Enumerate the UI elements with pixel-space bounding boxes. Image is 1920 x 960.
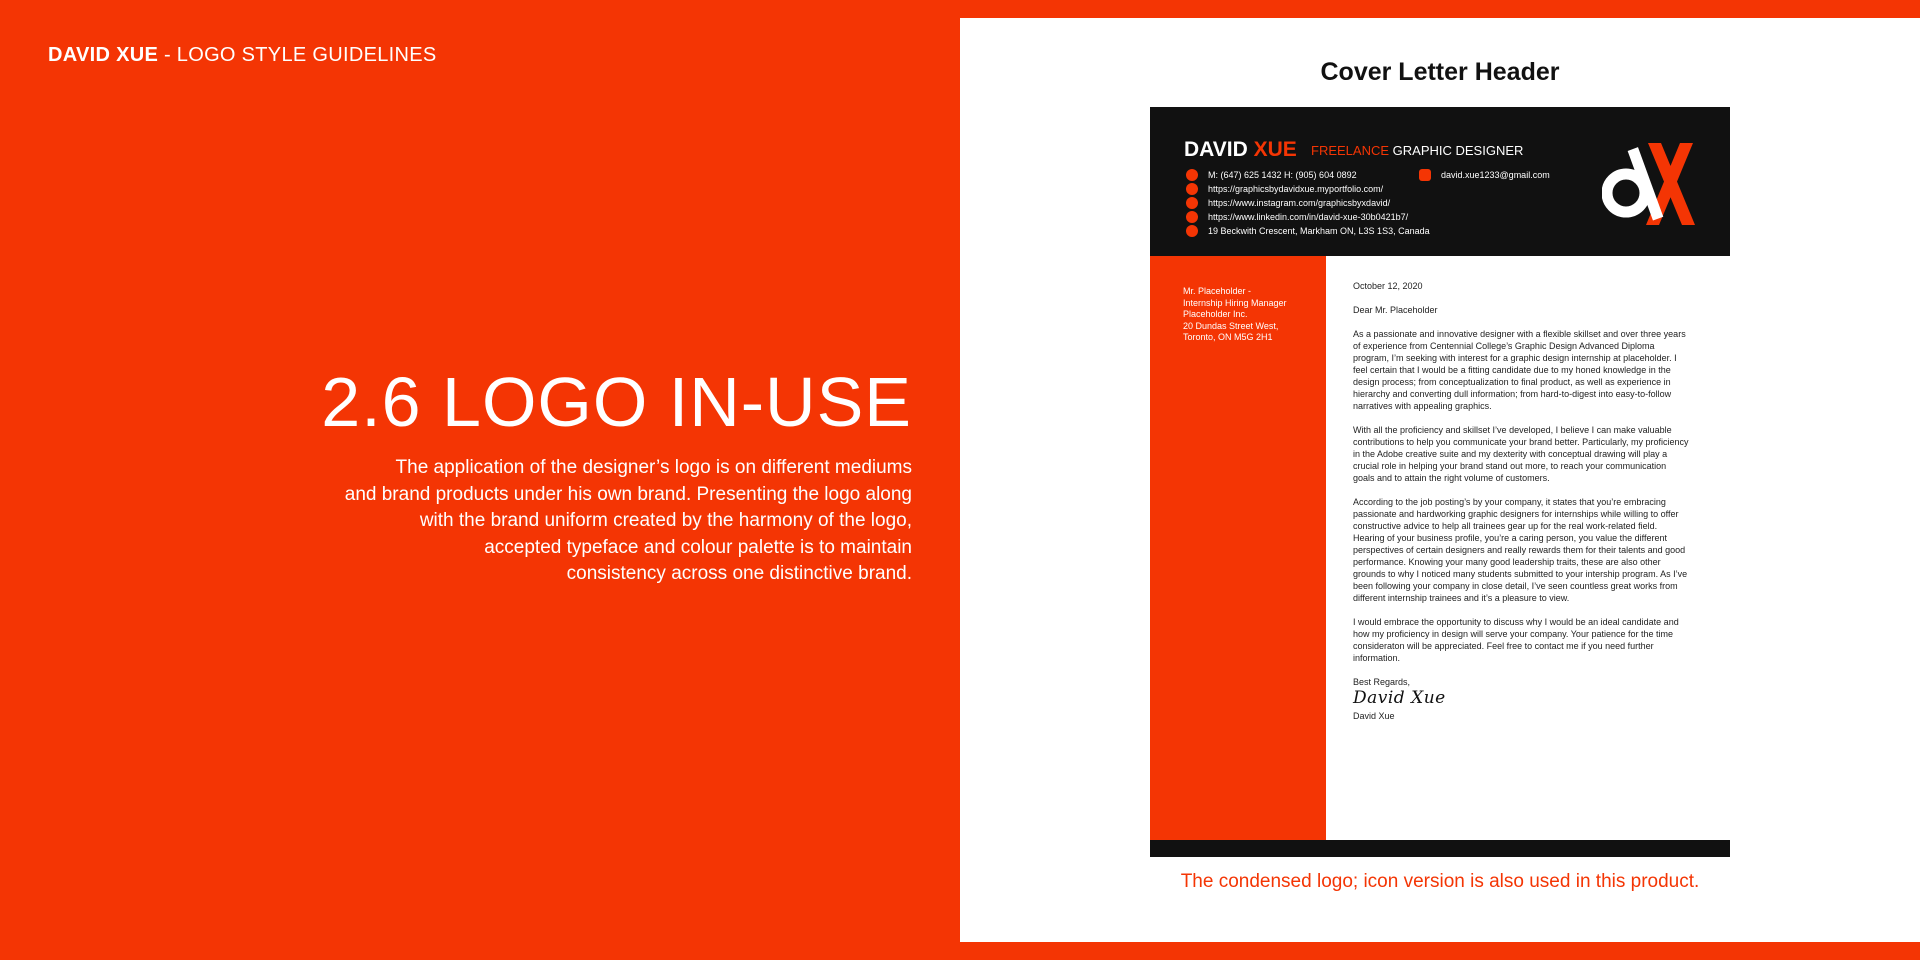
section-description-line: The application of the designer’s logo is on different mediums <box>395 457 912 478</box>
contact-email <box>1419 168 1550 182</box>
letterhead <box>1150 107 1730 256</box>
email-icon <box>1419 169 1431 181</box>
role-accent: FREELANCE <box>1311 143 1390 158</box>
handwritten-signature: David Xue <box>1353 688 1446 708</box>
recipient-line: Placeholder Inc. <box>1183 309 1248 319</box>
role-title: GRAPHIC DESIGNER <box>1389 143 1524 158</box>
designer-name: DAVID XUE <box>48 44 159 66</box>
letter-signoff-name: David Xue <box>1353 711 1395 721</box>
letter-closing: Best Regards, <box>1353 677 1411 687</box>
recipient-line: Internship Hiring Manager <box>1183 297 1287 308</box>
contact-portfolio-text: https://graphicsbydavidxue.myportfolio.com/ <box>1208 184 1384 194</box>
recipient-address <box>1183 286 1287 344</box>
phone-icon <box>1186 169 1198 181</box>
contact-linkedin-text: https://www.linkedin.com/in/david-xue-30b0421b7/ <box>1208 212 1409 222</box>
linkedin-icon <box>1186 211 1198 223</box>
contact-instagram-text: https://www.instagram.com/graphicsbyxdavid/ <box>1208 198 1391 208</box>
section-description <box>232 455 912 588</box>
letterhead-last-name: XUE <box>1253 138 1297 161</box>
contact-address <box>1186 224 1430 238</box>
section-description-line: consistency across one distinctive brand. <box>566 563 912 584</box>
mockup-panel <box>960 18 1920 942</box>
letter-sidebar <box>1150 256 1326 840</box>
letter-greeting: Dear Mr. Placeholder <box>1353 305 1438 315</box>
section-description-line: with the brand uniform created by the harmony of the logo, <box>419 510 912 531</box>
recipient-line: Toronto, ON M5G 2H1 <box>1183 332 1273 342</box>
cover-letter <box>1150 107 1730 857</box>
panel-caption: The condensed logo; icon version is also used in this product. <box>1180 871 1700 892</box>
contact-email-text: david.xue1233@gmail.com <box>1441 170 1550 180</box>
contact-linkedin <box>1186 210 1408 224</box>
web-icon <box>1186 183 1198 195</box>
contact-phone <box>1186 168 1357 182</box>
dx-logo-icon <box>1602 139 1696 225</box>
panel-title: Cover Letter Header <box>1320 58 1560 86</box>
contact-portfolio <box>1186 182 1383 196</box>
contact-phone-text: M: (647) 625 1432 H: (905) 604 0892 <box>1208 170 1357 180</box>
contact-address-text: 19 Beckwith Crescent, Markham ON, L3S 1S3, Canada <box>1208 226 1430 236</box>
section-title: 2.6 LOGO IN-USE <box>321 363 912 441</box>
letter-body <box>1353 280 1689 722</box>
section-description-line: and brand products under his own brand. Presenting the logo along <box>344 483 912 505</box>
letter-paragraph: As a passionate and innovative designer with a flexible skillset and over three years of experience from Centennial College’s Graphic Design Advanced Diploma program, I’m seeking with interest for a graphic design internship at placeholder. I feel certain that I would be a fitting candidate due to my honed knowledge in the design process; from conceptualization to final product, as well as experience in hierarchy and converting dull information; from hard-to-digest into easy-to-follow narratives with appealing graphics. <box>1353 329 1686 411</box>
recipient-line: 20 Dundas Street West, <box>1183 320 1279 331</box>
letter-paragraph: With all the proficiency and skillset I’ve developed, I believe I can make valuable contributions to help you communicate your brand better. Particularly, my proficiency in the Adobe creative suite and my dexterity with conceptual drawing will play a crucial role in helping your brand stand out more, to reach your communication goals and to attain the right volume of customers. <box>1353 425 1689 483</box>
letter-paragraph: I would embrace the opportunity to discuss why I would be an ideal candidate and how my proficiency in design will serve your company. Your patience for the time consideraton will be appreciated. Feel free to contact me if you need further information. <box>1353 617 1679 663</box>
letterhead-first-name: DAVID <box>1184 138 1254 161</box>
instagram-icon <box>1186 197 1198 209</box>
section-description-line: accepted typeface and colour palette is to maintain <box>484 536 912 558</box>
letter-paragraph: According to the job posting’s by your company, it states that you’re embracing passionate and hardworking graphic designers for internships while willing to offer constructive advice to help all trainees gear up for the real work-related field. Hearing of your business profile, you’re a caring person, you value the different perspectives of certain designers and really rewards them for their talents and good performance. Knowing your many good leadership traits, these are also other grounds to why I noticed many students submitted to your intership program. As I’ve been following your company in close detail, I’ve seen countless great works from different internship trainees and it’s a pleasure to view. <box>1353 497 1688 603</box>
letterhead-name <box>1184 138 1297 162</box>
contact-instagram <box>1186 196 1390 210</box>
letterhead-role <box>1311 143 1523 158</box>
letter-footer-bar <box>1150 840 1730 857</box>
location-icon <box>1186 225 1198 237</box>
guideline-header-suffix: - LOGO STYLE GUIDELINES <box>158 44 437 66</box>
letter-date: October 12, 2020 <box>1353 281 1423 291</box>
guideline-header <box>48 44 437 67</box>
recipient-line: Mr. Placeholder - <box>1183 286 1252 296</box>
